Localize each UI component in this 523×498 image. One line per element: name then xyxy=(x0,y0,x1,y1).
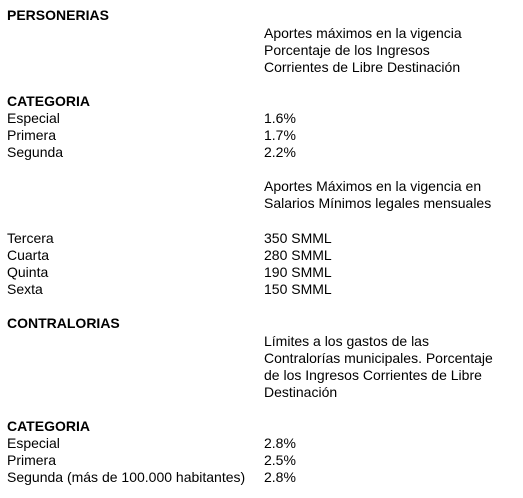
contralorias-header-line-4: Destinación xyxy=(264,384,338,400)
smml-row-label: Quinta xyxy=(7,264,49,280)
contralorias-row-value: 2.5% xyxy=(264,452,296,468)
personerias-row-value: 1.7% xyxy=(264,127,296,143)
smml-row-value: 280 SMML xyxy=(264,247,332,263)
smml-row-value: 150 SMML xyxy=(264,281,332,297)
personerias-heading: PERSONERIAS xyxy=(7,7,109,23)
personerias-row-value: 2.2% xyxy=(264,144,296,160)
smml-row-value: 190 SMML xyxy=(264,264,332,280)
personerias-header-line-1: Aportes máximos en la vigencia xyxy=(264,25,462,41)
personerias-header-line-3: Corrientes de Libre Destinación xyxy=(264,59,461,75)
smml-row-value: 350 SMML xyxy=(264,230,332,246)
personerias-row-label: Primera xyxy=(7,127,57,143)
smml-header-line-1: Aportes Máximos en la vigencia en xyxy=(264,178,482,194)
contralorias-row-value: 2.8% xyxy=(264,469,296,485)
personerias-header-line-2: Porcentaje de los Ingresos xyxy=(264,42,430,58)
contralorias-row-label: Especial xyxy=(7,435,60,451)
personerias-row-label: Especial xyxy=(7,110,60,126)
smml-row-label: Cuarta xyxy=(7,247,50,263)
contralorias-row-label: Primera xyxy=(7,452,57,468)
personerias-row-label: Segunda xyxy=(7,144,64,160)
contralorias-heading: CONTRALORIAS xyxy=(7,315,120,331)
contralorias-row-value: 2.8% xyxy=(264,435,296,451)
smml-row-label: Sexta xyxy=(7,281,43,297)
personerias-category-label: CATEGORIA xyxy=(7,93,90,109)
contralorias-row-label: Segunda (más de 100.000 habitantes) xyxy=(7,469,246,485)
smml-header-line-2: Salarios Mínimos legales mensuales xyxy=(264,195,492,211)
contralorias-header-line-1: Límites a los gastos de las xyxy=(264,333,429,349)
contralorias-header-line-2: Contralorías municipales. Porcentaje xyxy=(264,350,493,366)
smml-row-label: Tercera xyxy=(7,230,54,246)
personerias-row-value: 1.6% xyxy=(264,110,296,126)
contralorias-category-label: CATEGORIA xyxy=(7,418,90,434)
contralorias-header-line-3: de los Ingresos Corrientes de Libre xyxy=(264,367,482,383)
